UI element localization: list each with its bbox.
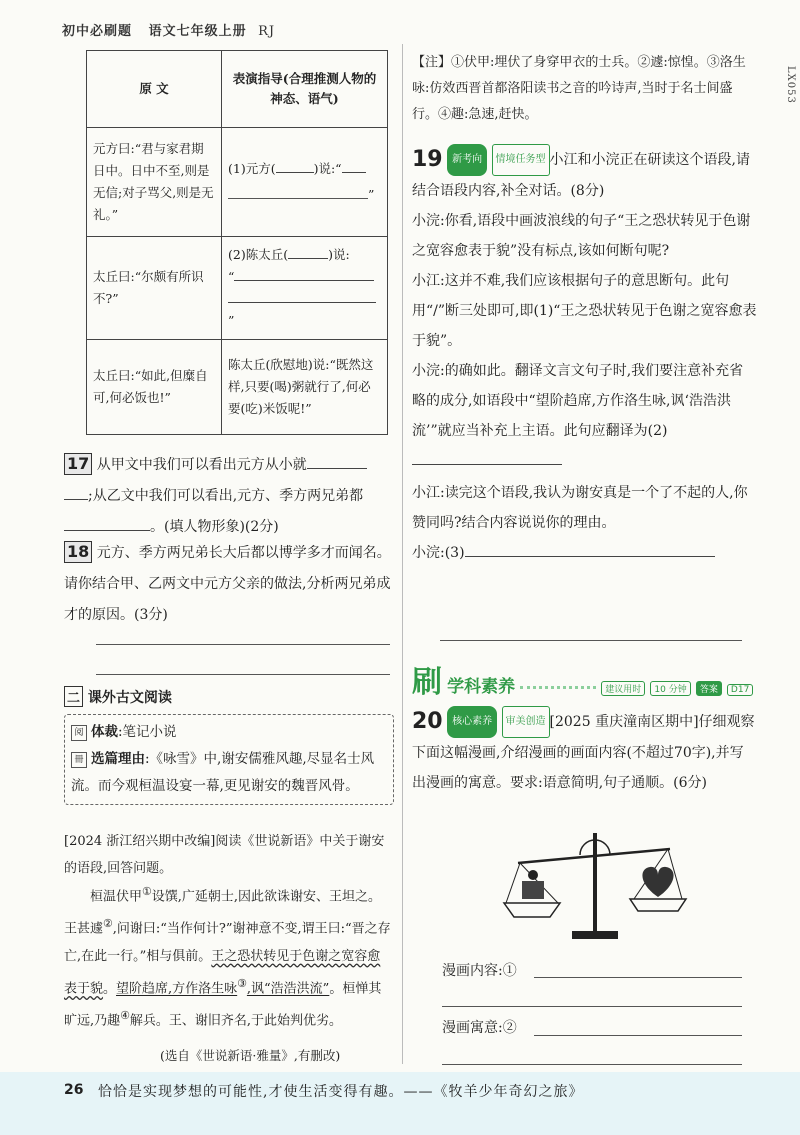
table-header-guide: 表演指导(合理推测人物的神态、语气) [222,51,388,128]
table-header-row [87,51,388,128]
page-footer [0,1072,800,1135]
meaning-label: 漫画寓意:② [442,1020,517,1036]
time-label: 建议用时 [601,681,645,696]
page-header [62,20,275,39]
answer-blank[interactable] [64,530,150,531]
guide-cell: (1)元方( )说:“ ” [222,128,388,237]
answer-page: D17 [727,684,753,696]
banner-title: 学科素养 [447,677,516,697]
wavy-sentence: 王之恐状转见于色谢之宽容愈表于貌 [64,948,381,996]
reason-icon: 冊 [71,752,87,768]
answer-blank[interactable] [465,556,715,557]
answer-line[interactable] [96,674,390,675]
table-row [87,340,388,435]
table-row [87,237,388,340]
answer-line[interactable] [234,280,374,281]
dialogue-2: 小江:这并不难,我们应该根据句子的意思断句。此句用“/”断三处即可,即(1)“王之恐状转见于色谢之宽容愈表于貌”。 [412,273,757,349]
dialogue-1: 小浣:你看,语段中画波浪线的句子“王之恐状转见于色谢之宽容愈表于貌”没有标点,该如何断句呢? [412,213,751,259]
passage-intro: [2024 浙江绍兴期中改编]阅读《世说新语》中关于谢安的语段,回答问题。 [64,834,385,876]
dialogue-4: 小江:读完这个语段,我认为谢安真是一个了不起的人,你赞同吗?结合内容说说你的理由。 [412,485,748,531]
section-title: 二 课外古文阅读 [64,686,172,707]
column-divider [402,44,403,1064]
passage: 桓温伏甲①设馔,广延朝士,因此欲诛谢安、王坦之。王甚遽②,问谢曰:“当作何计?”谢神意不变,谓王曰:“晋之存亡,在此一行。”相与俱前。王之恐状转见于色谢之宽容愈表于貌。望阶趋席,方作洛生咏③,讽“浩浩洪流”。桓惮其旷远,乃趣④解兵。王、谢旧齐名,于此始判优劣。 [64,885,391,1029]
banner-char: 刷 [412,665,442,700]
question-number: 17 [64,453,92,475]
original-text-cell: 元方曰:“君与家君期日中。日中不至,则是无信;对子骂父,则是无礼。” [87,128,222,237]
answer-label: 答案 [696,681,722,696]
dialogue-5: 小浣:(3) [412,538,757,568]
answer-blank[interactable] [412,464,562,465]
performance-table [86,50,388,435]
time-value: 10 分钟 [650,681,690,696]
page-code: LX053 [785,66,796,104]
section-marker: 二 [64,686,83,707]
heart-shape [642,867,673,897]
answer-blank[interactable] [342,172,366,173]
aesthetic-badge: 审美创造 [502,706,550,738]
banner-divider [520,686,596,689]
task-type-badge: 情境任务型 [492,144,550,176]
passage-source: (选自《世说新语·雅量》,有删改) [160,1048,341,1063]
new-exam-badge: 新考向 [447,144,487,176]
answer-line[interactable] [442,1064,742,1065]
genre-icon: 阅 [71,725,87,741]
edition-label: RJ [258,24,276,39]
answer-line[interactable] [442,1006,742,1007]
question-17: 17 从甲文中我们可以看出元方从小就 ;从乙文中我们可以看出,元方、季方两兄弟都。(填人物形象)(2分) [64,450,394,543]
scale-base [572,931,618,939]
answer-line[interactable] [228,180,368,199]
answer-line[interactable] [534,977,742,978]
guide-cell: 陈太丘(欣慰地)说:“既然这样,只要(喝)粥就行了,何必要(吃)米饭呢!” [222,340,388,435]
question-19: 19 新考向 情境任务型 小江和小浣正在研读这个语段,请结合语段内容,补全对话。(8分) 小浣:你看,语段中画波浪线的句子“王之恐状转见于色谢之宽容愈表于貌”没有标点,该如何断句呢? 小江:这并不难,我们应该根据句子的意思断句。此句用“/”断三处即可,即(1)“王之恐状转见于色谢之宽容愈表于貌”。 小浣:的确如此。翻译文言文句子时,我们要注意补充省略的成分,如语段中“望阶趋席,方作洛生咏,讽‘浩浩洪流’”就应当补充上主语。此句应翻译为(2) 小江:读完这个语段,我认为谢安真是一个了不起的人,你赞同吗?结合内容说说你的理由。 小浣:(3) [412,144,757,568]
original-text-cell: 太丘曰:“如此,但糜自可,何必饭也!” [87,340,222,435]
subject-literacy-banner [412,657,757,700]
page-number: 26 [64,1082,84,1098]
person-at-desk [522,881,544,899]
dialogue-3: 小浣:的确如此。翻译文言文句子时,我们要注意补充省略的成分,如语段中“望阶趋席,方作洛生咏,讽‘浩浩洪流’”就应当补充上主语。此句应翻译为(2) [412,356,757,476]
subject-name: 语文七年级上册 [148,24,247,39]
footer-quote: 恰恰是实现梦想的可能性,才使生活变得有趣。——《牧羊少年奇幻之旅》 [98,1084,584,1100]
reading-tips-box: 阅 体裁:笔记小说 冊 选篇理由:《咏雪》中,谢安儒雅风趣,尽显名士风流。而今观桓温设宴一幕,更见谢安的魏晋风骨。 [64,714,394,805]
notes: 【注】①伏甲:埋伏了身穿甲衣的士兵。②遽:惊惶。③洛生咏:仿效西晋首都洛阳读书之音的吟诗声,当时于名士间盛行。④趣:急速,赶快。 [412,55,746,122]
answer-line[interactable] [96,644,390,645]
underlined-sentence: 望阶趋席,方作洛生咏 [116,980,238,996]
underlined-sentence: ,讽“浩浩洪流” [246,980,330,996]
answer-line[interactable] [440,640,742,641]
answer-blank[interactable] [276,172,314,173]
question-number: 18 [64,541,92,563]
question-number: 20 [412,709,443,734]
series-name: 初中必刷题 [62,24,133,39]
table-header-original: 原 文 [87,51,222,128]
answer-blank[interactable] [288,258,328,259]
content-label: 漫画内容:① [442,963,517,979]
right-pan [630,899,686,911]
answer-blank[interactable] [64,499,88,500]
question-number: 19 [412,147,443,172]
left-pan [504,903,560,917]
answer-line[interactable] [228,302,376,303]
guide-cell: (2)陈太丘( )说: “ ” [222,237,388,340]
original-text-cell: 太丘曰:“尔颇有所识不?” [87,237,222,340]
question-18: 18 元方、季方两兄弟长大后都以博学多才而闻名。请你结合甲、乙两文中元方父亲的做法,分析两兄弟成才的原因。(3分) [64,542,391,623]
balance-scale-cartoon [500,825,690,945]
core-literacy-badge: 核心素养 [447,706,497,738]
answer-blank[interactable] [307,468,367,469]
answer-line[interactable] [534,1035,742,1036]
question-20: 20 核心素养 审美创造 [2025 重庆潼南区期中]仔细观察下面这幅漫画,介绍漫画的画面内容(不超过70字),并写出漫画的寓意。要求:语意简明,句子通顺。(6分) [412,706,757,798]
table-row [87,128,388,237]
